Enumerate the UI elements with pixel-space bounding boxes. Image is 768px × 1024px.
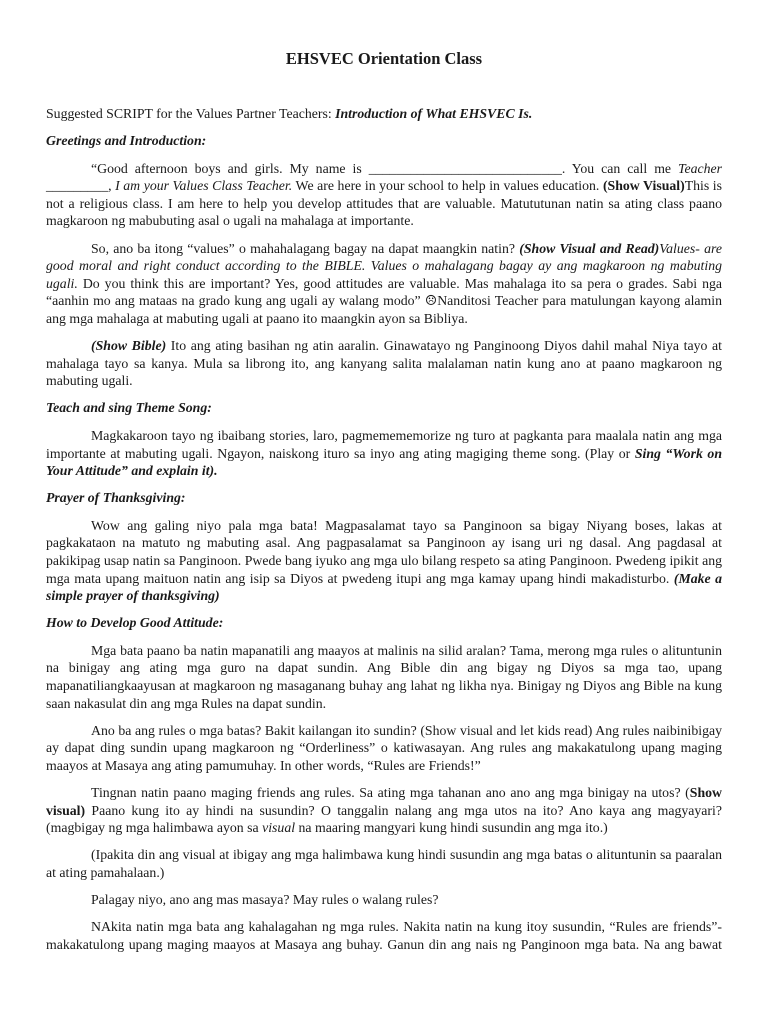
heading-greetings: Greetings and Introduction: [46,133,207,149]
greetings-paragraph-1: “Good afternoon boys and girls. My name is ____________________________. You can call me Teacher _________, I am your Values Class Teacher. We are here in your school to help in values education. (Show Visual)This is not a religious class. I am here to help you develop attitudes that are valuable. Matututunan natin sa ating class paano magkaroon ng mabubuting asal o ugali na mahalaga at importante. [46,160,723,229]
heading-good-attitude: How to Develop Good Attitude: [46,615,224,631]
prayer-paragraph: Wow ang galing niyo pala mga bata! Magpasalamat tayo sa Panginoon sa bigay Niyang boses, lakas at pagkakataon na matuto ng mabuting asal. Ang pagpasalamat sa Panginoon ay isang uri ng dasal. Ang pagdasal at pakikipag usap natin sa Panginoon. Pwede bang iyuko ang mga ulo bilang respeto sa ating Panginoon. Pwedeng ipikit ang mga mata upang maituon natin ang isip sa Diyos at pwedeng itupi ang mga kamay upang hindi makadisturbo. (Make a simple prayer of thanksgiving) [46,517,723,604]
greetings-paragraph-3: (Show Bible) Ito ang ating basihan ng atin aaralin. Ginawatayo ng Panginoong Diyos dahil mahal Niya tayo at mahalaga tayo sa kanya. Mula sa librong ito, ang kanyang salita malalaman natin kung ano at paano magkaroon ng mabuting ugali. [46,338,722,389]
attitude-paragraph-2: Ano ba ang rules o mga batas? Bakit kailangan ito sundin? (Show visual and let kids read) Ang rules naibinibigay ay dapat ding sundin upang magkaroon ng “Orderliness” o katiwasayan. Ang rules ang makakatulong upang maging maayos at Masaya ang ating pamumuhay. In other words, “Rules are Friends!” [46,722,722,773]
heading-prayer: Prayer of Thanksgiving: [46,490,186,506]
attitude-paragraph-4: (Ipakita din ang visual at ibigay ang mga halimbawa kung hindi susundin ang mga batas o alituntunin sa paaralan at ating pamahalaan.) [46,847,722,880]
attitude-paragraph-5: Palagay niyo, ano ang mas masaya? May rules o walang rules? [91,891,439,907]
theme-paragraph: Magkakaroon tayo ng ibaibang stories, laro, pagmemememorize ng turo at pagkanta para maalala natin ang mga importante at mabuting ugali. Ngayon, naiskong ituro sa inyo ang ating magiging theme song. (Play or Sing “Work on Your Attitude” and explain it). [46,427,723,479]
attitude-paragraph-3: Tingnan natin paano maging friends ang rules. Sa ating mga tahanan ano ano ang mga binigay na utos? (Show visual) Paano kung ito ay hindi na susundin? O tanggalin nalang ang mga utos na ito? Ano kaya ang magyayari? (magbigay ng mga halimbawa ayon sa visual na maaring mangyari kung hindi susundin ang mga ito.) [46,785,722,836]
greetings-paragraph-2: So, ano ba itong “values” o mahahalagang bagay na dapat maangkin natin? (Show Visual and Read)Values- are good moral and right conduct according to the BIBLE. Values o mahalagang bagay ay ang magkaroon ng mabuting ugali. Do you think this are important? Yes, good attitudes are valuable. Mas mahalaga ito sa pera o grades. Sabi nga “aanhin mo ang mataas na grado kung ang ugali ay walang modo” ☹Nanditosi Teacher para matulungan kayong alamin ang mga mahalaga at mabuting ugali at paano ito maangkin ayon sa Bibliya. [46,240,722,326]
intro-emphasis: Introduction of What EHSVEC Is. [335,106,533,121]
heading-theme-song: Teach and sing Theme Song: [46,400,212,416]
attitude-paragraph-6: NAkita natin mga bata ang kahalagahan ng mga rules. Nakita natin na kung itoy susundin, “Rules are friends”- makakatulong upang maging maayos at Masaya ang buhay. Ganun din ang nais ng Panginoon mga bata. Na ang bawat [46,919,722,952]
intro-line [46,105,722,123]
document-title: EHSVEC Orientation Class [285,49,483,68]
attitude-paragraph-1: Mga bata paano ba natin mapanatili ang maayos at malinis na silid aralan? Tama, merong mga rules o alituntunin na binigay ang ating mga guro na dapat sundin. Ang Bible din ang bigay ng Diyos sa mga tao, upang mapanatiliangkaayusan at magkaroon ng masaganang buhay ang lahat ng likha nya. Binigay ng Diyos ang Bible na kung saan nakasulat din ang mga Rules na dapat sundin. [46,642,722,711]
intro-text: Suggested SCRIPT for the Values Partner Teachers: [46,106,336,121]
